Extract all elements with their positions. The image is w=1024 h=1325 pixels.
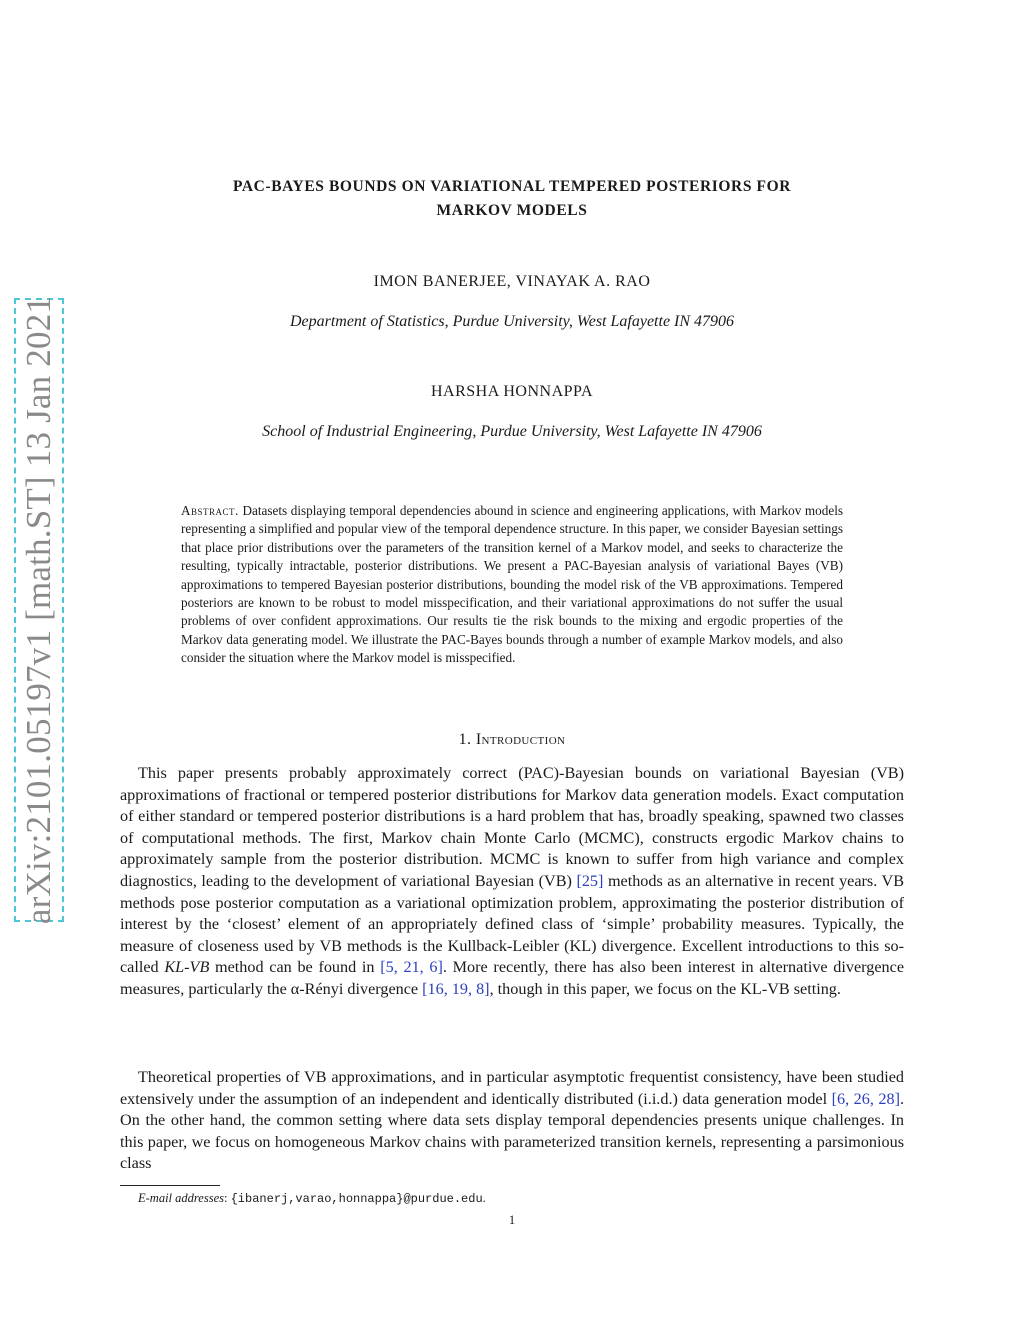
- title-line-2: MARKOV MODELS: [436, 202, 588, 219]
- p2-text-2: . On the other hand, the common setting where data sets display temporal dependencies presents unique challenges. In this paper, we focus on homogeneous Markov chains with parameterized transition kernels, representing a parsimonious class: [120, 1089, 905, 1173]
- footnote-emails: [138, 1191, 486, 1206]
- author-affiliation-2: School of Industrial Engineering, Purdue University, West Lafayette IN 47906: [262, 423, 762, 440]
- p1-text-3: method can be found in: [209, 958, 381, 977]
- abstract-text: Datasets displaying temporal dependencies abound in science and engineering applications, with Markov models representing a simplified and popular view of the temporal dependence structure. In this paper, we consider Bayesian settings that place prior distributions over the parameters of the transition kernel of a Markov model, and seeks to characterize the resulting, typically intractable, posterior distributions. We present a PAC-Bayesian analysis of variational Bayes (VB) approximations to tempered Bayesian posterior distributions, bounding the model risk of the VB approximations. Tempered posteriors are known to be robust to model misspecification, and their variational approximations do not suffer the usual problems of over confident approximations. Our results tie the risk bounds to the mixing and ergodic properties of the Markov data generating model. We illustrate the PAC-Bayes bounds through a number of example Markov models, and also consider the situation where the Markov model is misspecified.: [181, 503, 844, 666]
- p1-text-1: This paper presents probably approximately correct (PAC)-Bayesian bounds on variational Bayesian (VB) approximations of fractional or tempered posterior distributions for Markov data generation models. Exact computation of either standard or tempered posterior distributions is a hard problem that has, broadly speaking, spawned two classes of computational methods. The first, Markov chain Monte Carlo (MCMC), constructs ergodic Markov chains to approximately sample from the posterior distribution. MCMC is known to suffer from high variance and complex diagnostics, leading to the development of variational Bayesian (VB): [120, 764, 904, 890]
- intro-paragraph-2: [120, 1067, 904, 1175]
- p1-text-5: , though in this paper, we focus on the KL-VB setting.: [489, 979, 841, 998]
- author-names-1: IMON BANERJEE, VINAYAK A. RAO: [373, 273, 651, 290]
- title-line-1: PAC-BAYES BOUNDS ON VARIATIONAL TEMPERED POSTERIORS FOR: [232, 178, 792, 195]
- p2-text-1: Theoretical properties of VB approximations, and in particular asymptotic frequentist consistency, have been studied extensively under the assumption of an independent and identically distributed (i.i.d.) data generation model: [120, 1068, 904, 1108]
- author-affiliation-1: Department of Statistics, Purdue University, West Lafayette IN 47906: [289, 313, 735, 330]
- abstract: [181, 502, 843, 668]
- citation-link[interactable]: [25]: [576, 871, 604, 890]
- section-number: 1.: [458, 731, 472, 748]
- citation-link[interactable]: [16, 19, 8]: [422, 979, 490, 998]
- arxiv-identifier-stamp: [14, 295, 64, 925]
- page-number: 1: [508, 1213, 516, 1227]
- citation-link[interactable]: [6, 26, 28]: [831, 1089, 900, 1108]
- arxiv-identifier: arXiv:2101.05197v1 [math.ST] 13 Jan 2021: [19, 295, 58, 925]
- footnote-label: E-mail addresses: [138, 1191, 224, 1205]
- abstract-label: Abstract.: [181, 503, 239, 518]
- section-title: Introduction: [475, 731, 566, 748]
- author-names-2: HARSHA HONNAPPA: [430, 383, 594, 400]
- kl-vb-term: KL-VB: [164, 958, 210, 977]
- footnote-divider: [120, 1185, 220, 1186]
- footnote-end: .: [482, 1191, 486, 1205]
- p1-text-2: methods as an alternative in recent years. VB methods pose posterior computation as a variational optimization problem, approximating the posterior distribution of interest by the ‘closest’ element of an appropriately defined class of ‘simple’ probability measures. Typically, the measure of closeness used by VB methods is the Kullback-Leibler (KL) divergence. Excellent introductions to this so-called: [120, 871, 904, 977]
- p1-text-4: . More recently, there has also been interest in alternative divergence measures, particularly the α-Rényi divergence: [120, 958, 905, 998]
- intro-paragraph-1: [120, 763, 904, 1001]
- paper-title: [120, 175, 904, 223]
- footnote-sep: :: [224, 1191, 231, 1205]
- citation-link[interactable]: [5, 21, 6]: [380, 958, 443, 977]
- footnote-email-addresses[interactable]: {ibanerj,varao,honnappa}@purdue.edu: [230, 1192, 483, 1206]
- section-heading: [120, 731, 904, 749]
